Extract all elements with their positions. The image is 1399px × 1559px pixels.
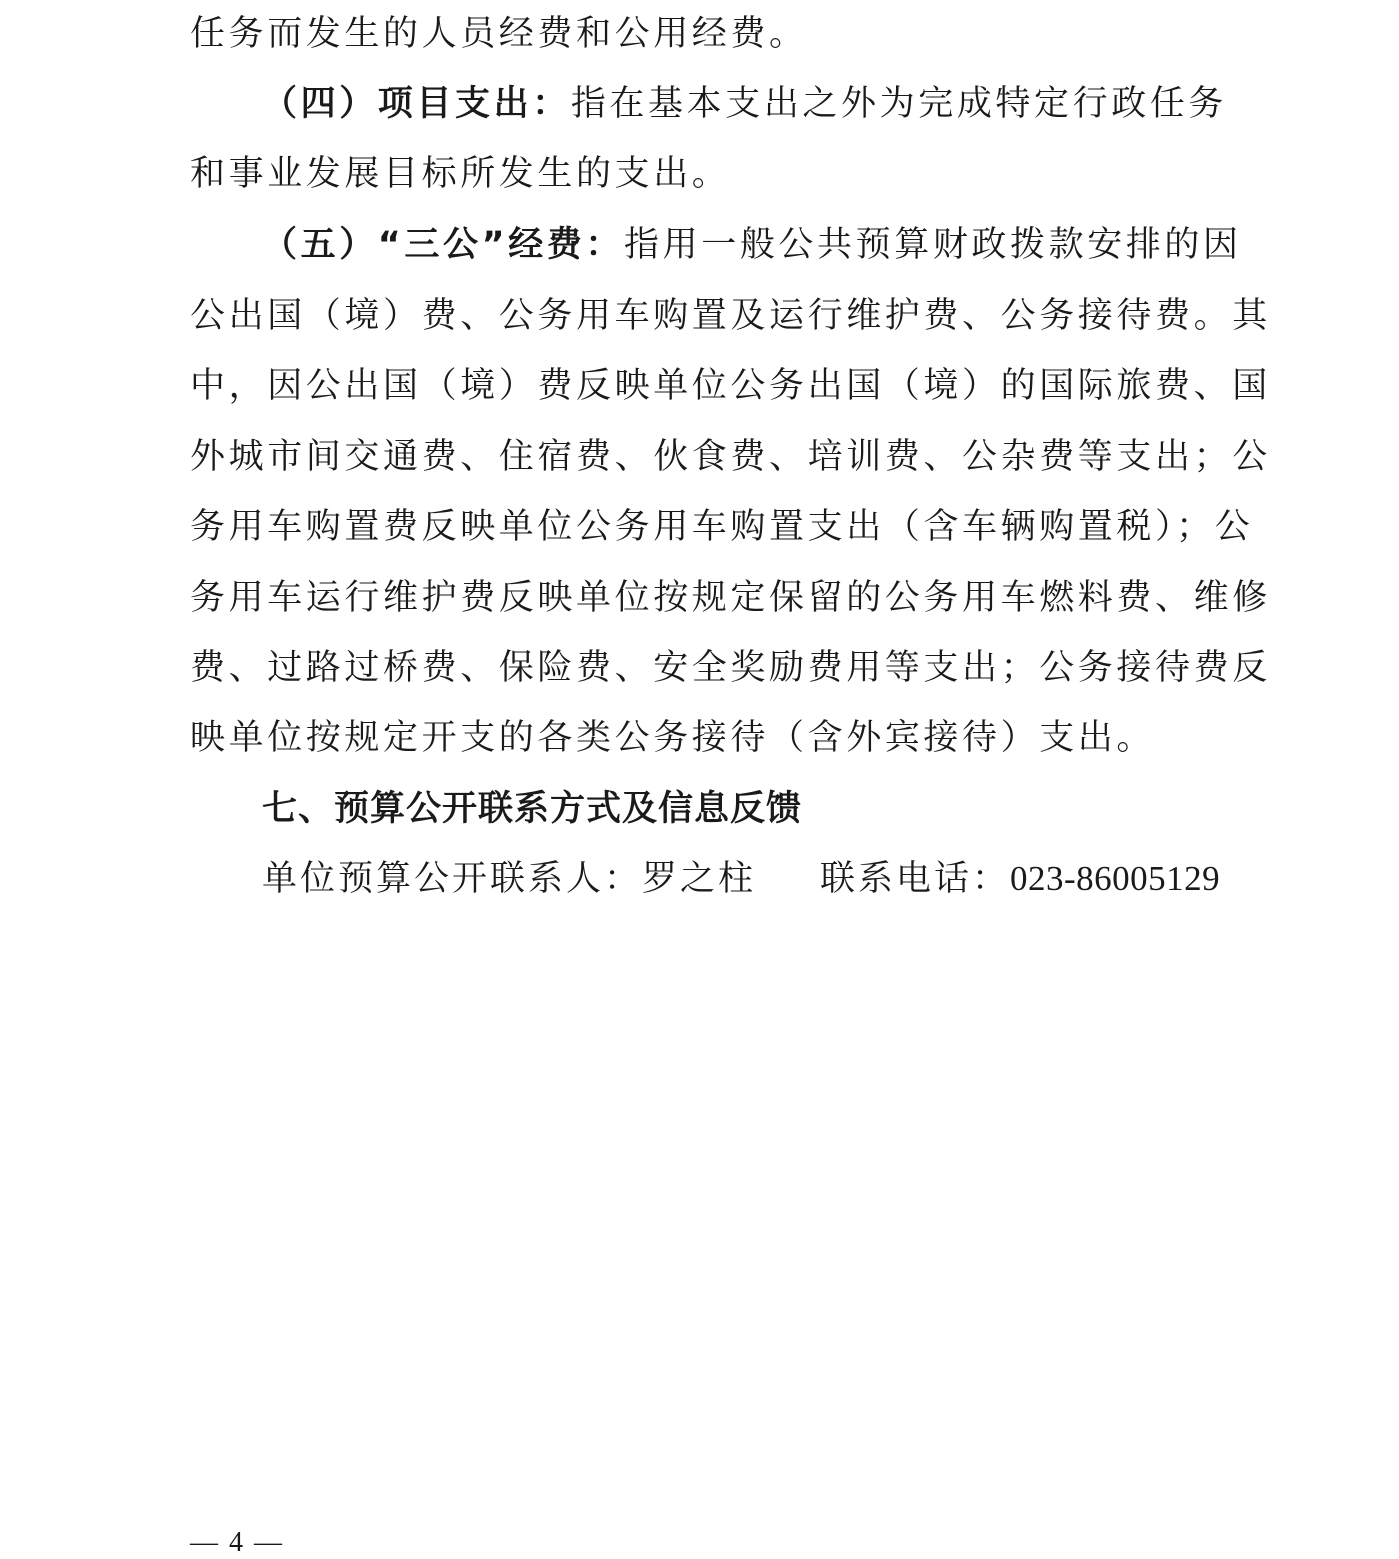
paragraph-line <box>190 576 1271 620</box>
paragraph-line <box>190 12 1230 56</box>
text-span: 费、过路过桥费、保险费、安全奖励费用等支出；公务接待费反 <box>190 648 1271 688</box>
phone-label: 联系电话： <box>820 859 1011 899</box>
paragraph-line <box>262 82 1230 126</box>
paragraph-line <box>190 152 1230 196</box>
text-span: 和事业发展目标所发生的支出。 <box>190 154 731 194</box>
contact-person: 单位预算公开联系人：罗之柱 <box>262 859 757 899</box>
text-span: 务用车运行维护费反映单位按规定保留的公务用车燃料费、维修 <box>190 578 1271 618</box>
paragraph-line <box>190 505 1254 549</box>
paragraph-line <box>190 294 1271 338</box>
paragraph-line <box>190 716 1230 760</box>
paragraph-line <box>190 646 1271 690</box>
page-number: — 4 — <box>190 1527 284 1558</box>
text-span: 外城市间交通费、住宿费、伙食费、培训费、公杂费等支出；公 <box>190 437 1271 477</box>
item-label-three-public: （五）“三公”经费： <box>262 225 625 265</box>
text-span: 映单位按规定开支的各类公务接待（含外宾接待）支出。 <box>190 718 1156 758</box>
paragraph-line <box>262 223 1242 267</box>
text-span: 中，因公出国（境）费反映单位公务出国（境）的国际旅费、国 <box>190 366 1271 406</box>
paragraph-line <box>190 364 1271 408</box>
text-span: 指用一般公共预算财政拨款安排的因 <box>624 225 1242 265</box>
section-heading: 七、预算公开联系方式及信息反馈 <box>262 789 803 829</box>
contact-phone <box>820 857 1220 901</box>
text-span: 务用车购置费反映单位公务用车购置支出（含车辆购置税）；公 <box>190 507 1254 547</box>
text-span: 指在基本支出之外为完成特定行政任务 <box>570 84 1228 124</box>
text-span: 公出国（境）费、公务用车购置及运行维护费、公务接待费。其 <box>190 296 1271 336</box>
phone-number: 023-86005129 <box>1010 859 1221 898</box>
item-label-project-expense: （四）项目支出： <box>262 84 571 124</box>
text-span: 任务而发生的人员经费和公用经费。 <box>190 14 808 54</box>
paragraph-line <box>190 435 1271 479</box>
